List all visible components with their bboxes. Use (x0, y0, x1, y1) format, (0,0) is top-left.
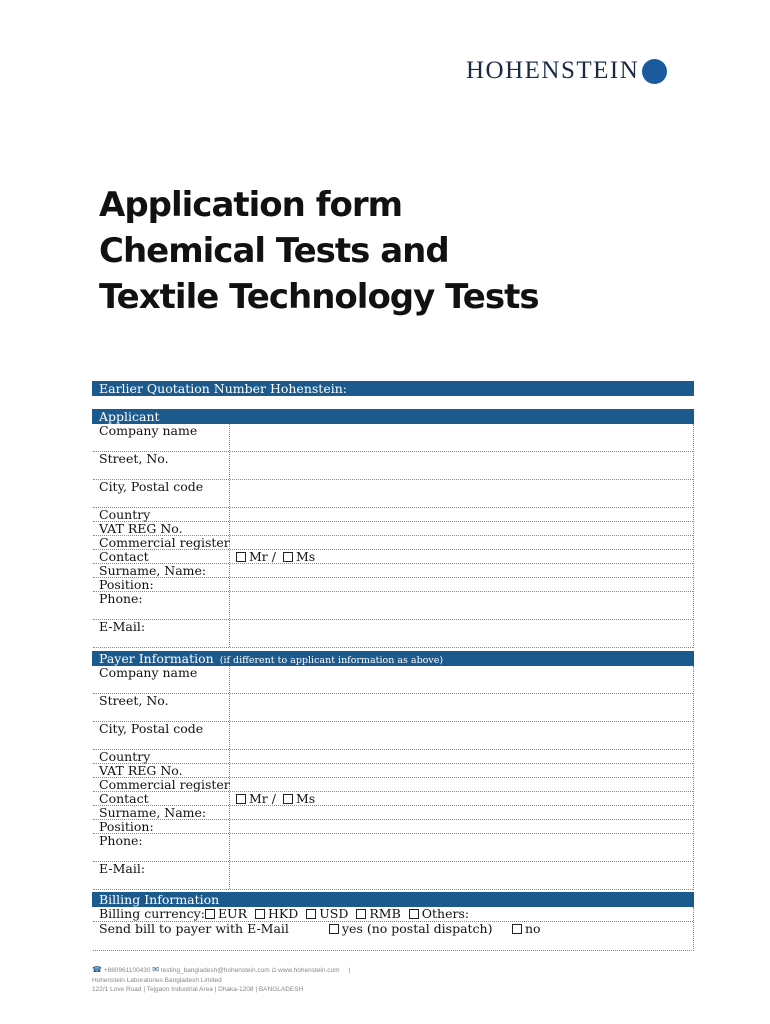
payer-vat-input[interactable] (230, 764, 693, 777)
billing-section (92, 892, 694, 951)
applicant-salutation (230, 550, 693, 563)
yes-label: yes (no postal dispatch) (342, 921, 493, 936)
others-label: Others: (421, 906, 470, 921)
applicant-phone-row (93, 592, 693, 620)
applicant-phone-input[interactable] (230, 592, 693, 619)
payer-company-row (93, 666, 693, 694)
footer-contact-line (92, 965, 350, 976)
payer-vat-row (93, 764, 693, 778)
applicant-contact-label: Contact (93, 550, 230, 563)
home-icon: ⌂ (271, 965, 277, 974)
billing-currency-row (93, 907, 693, 922)
payer-contact-row (93, 792, 693, 806)
payer-email-label: E-Mail: (93, 862, 230, 889)
payer-register-row (93, 778, 693, 792)
applicant-contact-row (93, 550, 693, 564)
eur-checkbox[interactable] (205, 909, 215, 919)
payer-surname-input[interactable] (230, 806, 693, 819)
applicant-ms-checkbox[interactable] (283, 552, 293, 562)
applicant-email-row (93, 620, 693, 648)
applicant-ms-label: Ms (295, 549, 316, 564)
billing-yes-option (329, 922, 492, 936)
payer-country-input[interactable] (230, 750, 693, 763)
payer-salutation (230, 792, 693, 805)
footer (92, 965, 350, 995)
billing-send-row (93, 922, 693, 950)
applicant-register-input[interactable] (230, 536, 693, 549)
title-line-3: Textile Technology Tests (99, 277, 539, 317)
billing-send-label: Send bill to payer with E-Mail (99, 921, 289, 936)
applicant-phone-label: Phone: (93, 592, 230, 619)
applicant-surname-label: Surname, Name: (93, 564, 230, 577)
title-line-2: Chemical Tests and (99, 231, 449, 271)
payer-street-label: Street, No. (93, 694, 230, 721)
applicant-email-label: E-Mail: (93, 620, 230, 647)
applicant-country-label: Country (93, 508, 230, 521)
applicant-street-row (93, 452, 693, 480)
title-line-1: Application form (99, 185, 403, 225)
billing-currency-label: Billing currency: (99, 906, 205, 921)
usd-label: USD (319, 906, 349, 921)
hkd-label: HKD (268, 906, 299, 921)
payer-phone-label: Phone: (93, 834, 230, 861)
payer-phone-row (93, 834, 693, 862)
applicant-surname-row (93, 564, 693, 578)
applicant-country-row (93, 508, 693, 522)
payer-city-label: City, Postal code (93, 722, 230, 749)
yes-checkbox[interactable] (329, 924, 339, 934)
applicant-register-label: Commercial register (93, 536, 230, 549)
rmb-checkbox[interactable] (356, 909, 366, 919)
applicant-mr-checkbox[interactable] (236, 552, 246, 562)
eur-label: EUR (217, 906, 248, 921)
payer-country-row (93, 750, 693, 764)
payer-register-label: Commercial register (93, 778, 230, 791)
phone-icon: ☎ (92, 965, 102, 974)
applicant-vat-input[interactable] (230, 522, 693, 535)
applicant-vat-row (93, 522, 693, 536)
payer-surname-label: Surname, Name: (93, 806, 230, 819)
applicant-surname-input[interactable] (230, 564, 693, 577)
payer-mr-checkbox[interactable] (236, 794, 246, 804)
logo-wordmark: HOHENSTEIN (466, 57, 640, 84)
payer-mr-label: Mr / (249, 791, 276, 806)
billing-no-option (512, 922, 541, 936)
payer-email-input[interactable] (230, 862, 693, 889)
footer-address: 122/1 Love Road | Tejgaon Industrial Area | Dhaka-1208 | BANGLADESH (92, 986, 304, 993)
payer-heading (92, 651, 694, 666)
applicant-email-input[interactable] (230, 620, 693, 647)
quotation-number-field[interactable] (92, 381, 694, 396)
payer-city-input[interactable] (230, 722, 693, 749)
applicant-register-row (93, 536, 693, 550)
payer-heading-note: (if different to applicant information as above) (219, 655, 444, 666)
payer-section (92, 651, 694, 890)
applicant-company-input[interactable] (230, 424, 693, 451)
applicant-country-input[interactable] (230, 508, 693, 521)
payer-company-label: Company name (93, 666, 230, 693)
email-icon: ✉ (152, 965, 159, 974)
applicant-position-input[interactable] (230, 578, 693, 591)
applicant-vat-label: VAT REG No. (93, 522, 230, 535)
logo-dot-icon (642, 59, 667, 84)
applicant-company-row (93, 424, 693, 452)
applicant-heading: Applicant (92, 409, 694, 424)
payer-vat-label: VAT REG No. (93, 764, 230, 777)
applicant-position-row (93, 578, 693, 592)
billing-heading: Billing Information (92, 892, 694, 907)
applicant-street-label: Street, No. (93, 452, 230, 479)
quotation-section (92, 381, 694, 396)
hkd-checkbox[interactable] (255, 909, 265, 919)
payer-register-input[interactable] (230, 778, 693, 791)
applicant-mr-label: Mr / (249, 549, 276, 564)
applicant-city-label: City, Postal code (93, 480, 230, 507)
payer-phone-input[interactable] (230, 834, 693, 861)
payer-street-row (93, 694, 693, 722)
payer-street-input[interactable] (230, 694, 693, 721)
payer-country-label: Country (93, 750, 230, 763)
applicant-section (92, 409, 694, 648)
payer-contact-label: Contact (93, 792, 230, 805)
no-checkbox[interactable] (512, 924, 522, 934)
page-title (99, 182, 539, 320)
applicant-position-label: Position: (93, 578, 230, 591)
usd-checkbox[interactable] (306, 909, 316, 919)
quotation-label: Earlier Quotation Number Hohenstein: (99, 381, 347, 396)
footer-email[interactable]: testing_bangladesh@hohenstein.com (160, 967, 270, 974)
payer-company-input[interactable] (230, 666, 693, 693)
applicant-city-input[interactable] (230, 480, 693, 507)
payer-heading-label: Payer Information (99, 651, 214, 666)
payer-city-row (93, 722, 693, 750)
payer-ms-checkbox[interactable] (283, 794, 293, 804)
rmb-label: RMB (369, 906, 401, 921)
applicant-company-label: Company name (93, 424, 230, 451)
payer-surname-row (93, 806, 693, 820)
payer-position-input[interactable] (230, 820, 693, 833)
payer-ms-label: Ms (295, 791, 316, 806)
no-label: no (525, 921, 541, 936)
payer-position-row (93, 820, 693, 834)
footer-separator: | (348, 967, 351, 974)
payer-position-label: Position: (93, 820, 230, 833)
hohenstein-logo (466, 57, 667, 85)
applicant-city-row (93, 480, 693, 508)
payer-email-row (93, 862, 693, 890)
applicant-street-input[interactable] (230, 452, 693, 479)
footer-phone: +880961100430 (103, 967, 151, 974)
footer-company: Hohenstein Laboratories Bangladesh Limited (92, 976, 222, 984)
others-checkbox[interactable] (409, 909, 419, 919)
footer-web[interactable]: www.hohenstein.com (278, 967, 340, 974)
